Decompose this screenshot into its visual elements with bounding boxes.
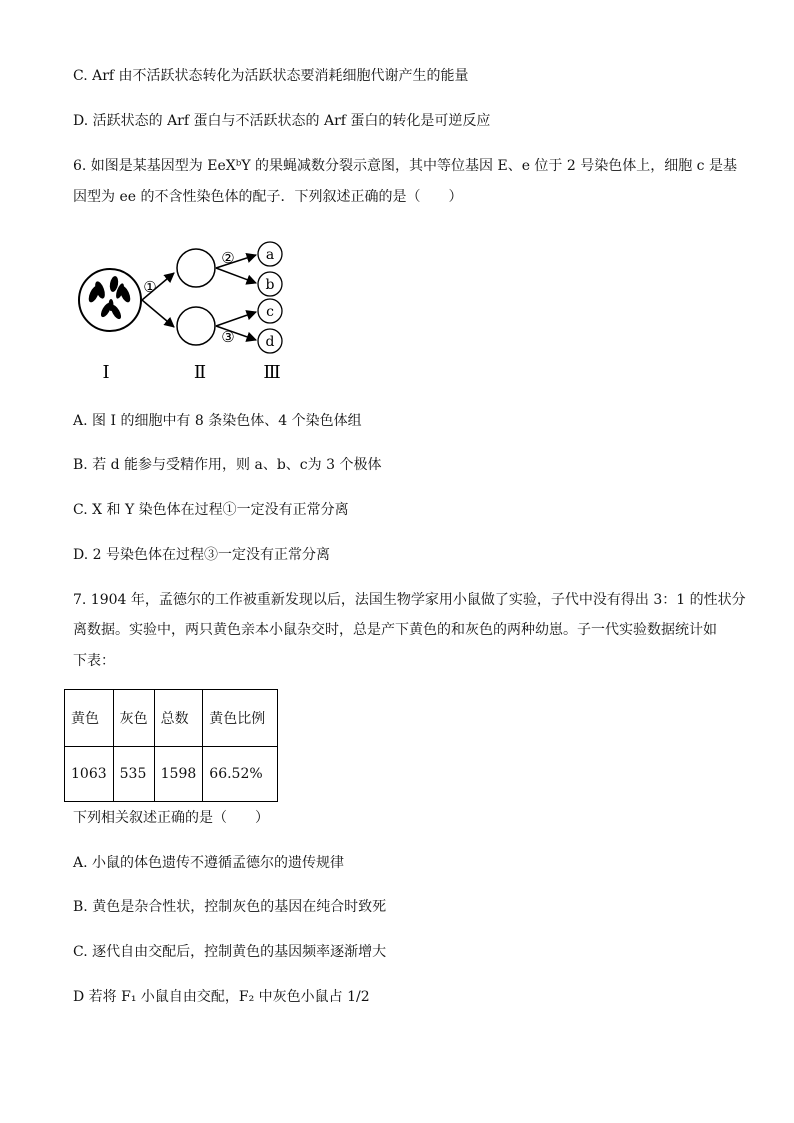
option-c-q6: C. X 和 Y 染色体在过程①一定没有正常分离 [73, 502, 349, 518]
cell-b [258, 272, 282, 296]
cell-ii-bottom [177, 307, 215, 345]
option-c-q5: C. Arf 由不活跃状态转化为活跃状态要消耗细胞代谢产生的能量 [73, 68, 469, 84]
cell-a [258, 242, 282, 266]
process-label-3: ③ [221, 328, 235, 346]
cell-d [258, 329, 282, 353]
cell-ii-top [177, 249, 215, 287]
question-7-line3: 下表： [73, 653, 115, 669]
option-d-q7: D 若将 F₁ 小鼠自由交配，F₂ 中灰色小鼠占 1/2 [73, 989, 370, 1005]
question-6-line1: 6. 如图是某基因型为 EeXᵇY 的果蝇减数分裂示意图，其中等位基因 E、e 位于 2 号染色体上，细胞 c 是基 [73, 158, 737, 174]
option-b-q6: B. 若 d 能参与受精作用，则 a、b、c为 3 个极体 [73, 457, 382, 473]
stage-label-iii: Ⅲ [263, 362, 281, 383]
table-row [65, 747, 278, 802]
process-label-1: ① [143, 278, 157, 296]
option-b-q7: B. 黄色是杂合性状，控制灰色的基因在纯合时致死 [73, 899, 387, 915]
option-a-q7: A. 小鼠的体色遗传不遵循孟德尔的遗传规律 [73, 855, 345, 871]
svg-text:b: b [265, 277, 275, 293]
table-header: 总数 [154, 690, 203, 747]
table-cell: 1063 [65, 747, 114, 802]
svg-text:c: c [266, 304, 274, 320]
option-d-q6: D. 2 号染色体在过程③一定没有正常分离 [73, 547, 330, 563]
option-c-q7: C. 逐代自由交配后，控制黄色的基因频率逐渐增大 [73, 944, 387, 960]
option-a-q6: A. 图 I 的细胞中有 8 条染色体、4 个染色体组 [73, 413, 362, 429]
svg-text:a: a [265, 247, 275, 263]
table-header: 灰色 [113, 690, 154, 747]
table-cell: 66.52% [203, 747, 278, 802]
cell-c [258, 299, 282, 323]
process-label-2: ② [221, 249, 235, 267]
svg-text:d: d [265, 334, 275, 350]
stage-label-i: I [102, 362, 110, 383]
data-table [64, 689, 278, 802]
question-7-line1: 7. 1904 年，孟德尔的工作被重新发现以后，法国生物学家用小鼠做了实验，子代中没有得出 3：1 的性状分 [73, 592, 746, 608]
table-header: 黄色比例 [203, 690, 278, 747]
table-header: 黄色 [65, 690, 114, 747]
table-cell: 1598 [154, 747, 203, 802]
question-6-line2: 因型为 ee 的不含性染色体的配子．下列叙述正确的是（ ） [73, 189, 463, 205]
stage-label-ii: Ⅱ [193, 362, 207, 383]
meiosis-diagram [70, 228, 300, 388]
cell-i [79, 269, 141, 331]
question-7-line2: 离数据。实验中，两只黄色亲本小鼠杂交时，总是产下黄色的和灰色的两种幼崽。子一代实验数据统计如 [73, 622, 717, 638]
table-header-row [65, 690, 278, 747]
option-d-q5: D. 活跃状态的 Arf 蛋白与不活跃状态的 Arf 蛋白的转化是可逆反应 [73, 113, 491, 129]
table-cell: 535 [113, 747, 154, 802]
question-7-prompt: 下列相关叙述正确的是（ ） [73, 810, 269, 826]
